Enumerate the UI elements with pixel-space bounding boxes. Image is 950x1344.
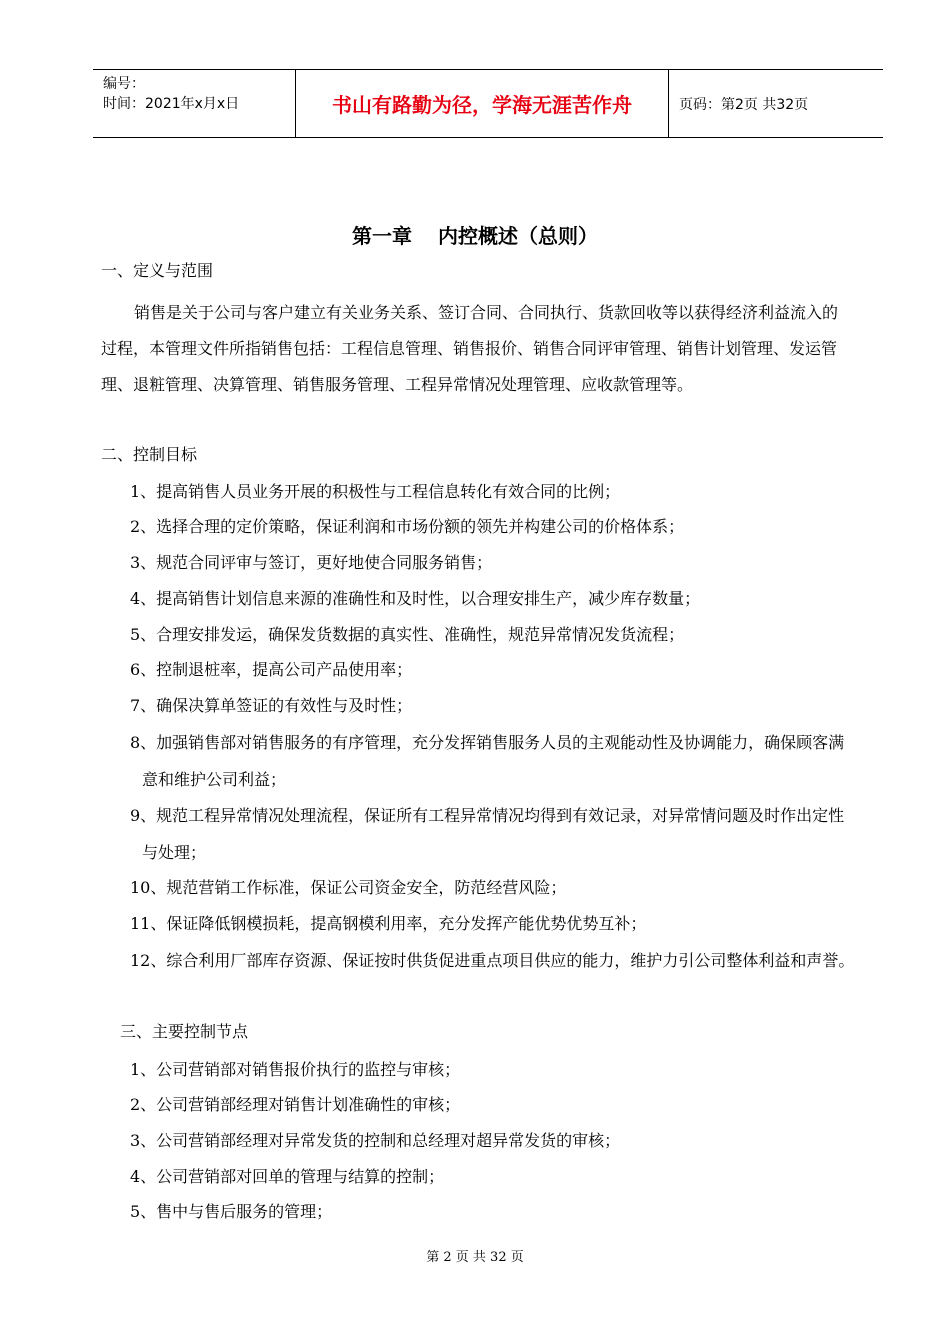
list-item: 1、公司营销部对销售报价执行的监控与审核； (130, 1060, 461, 1079)
list-item: 1、提高销售人员业务开展的积极性与工程信息转化有效合同的比例； (130, 482, 621, 501)
list-item: 10、规范营销工作标准，保证公司资金安全，防范经营风险； (130, 878, 567, 897)
definition-paragraph: 销售是关于公司与客户建立有关业务关系、签订合同、合同执行、货款回收等以获得经济利益流入的过程，本管理文件所指销售包括：工程信息管理、销售报价、销售合同评审管理、销售计划管理、发运管理、退粧管理、决算管理、销售服务管理、工程异常情况处理管理、应收款管理等。 (101, 303, 839, 394)
time-label: 时间：2021年x月x日 (103, 96, 240, 112)
list-item: 5、合理安排发运，确保发货数据的真实性、准确性，规范异常情况发货流程； (130, 625, 685, 644)
list-item: 4、提高销售计划信息来源的准确性和及时性，以合理安排生产，减少库存数量； (130, 589, 701, 608)
list-item: 5、售中与售后服务的管理； (130, 1202, 333, 1221)
list-item: 6、控制退桩率，提高公司产品使用率； (130, 660, 413, 679)
list-item: 7、确保决算单签证的有效性与及时性； (130, 696, 413, 715)
header-page-number: 页码：第2页 共32页 (679, 96, 809, 113)
list-item: 3、公司营销部经理对异常发货的控制和总经理对超异常发货的审核； (130, 1131, 621, 1150)
number-label: 编号： (103, 76, 145, 92)
list-item: 2、公司营销部经理对销售计划准确性的审核； (130, 1095, 461, 1114)
list-item: 2、选择合理的定价策略，保证利润和市场份额的领先并构建公司的价格体系； (130, 517, 685, 536)
list-item: 9、规范工程异常情况处理流程，保证所有工程异常情况均得到有效记录，对异常情问题及时作出定性与处理； (130, 806, 845, 862)
section-heading: 一、定义与范围 (101, 261, 214, 280)
section-heading: 三、主要控制节点 (120, 1022, 249, 1041)
chapter-title (0, 220, 950, 249)
header-motto: 书山有路勤为径，学海无涯苦作舟 (332, 93, 632, 117)
page-header (93, 69, 883, 138)
header-divider (668, 70, 669, 137)
chapter-number: 第一章 (352, 224, 412, 248)
header-meta (103, 74, 293, 114)
list-item: 11、保证降低钢模损耗，提高钢模利用率，充分发挥产能优势优势互补； (130, 914, 647, 933)
list-item: 3、规范合同评审与签订，更好地使合同服务销售； (130, 553, 493, 572)
list-item: 8、加强销售部对销售服务的有序管理，充分发挥销售服务人员的主观能动性及协调能力，确保顾客满意和维护公司利益； (130, 733, 845, 789)
list-item: 12、综合利用厂部库存资源、保证按时供货促进重点项目供应的能力，维护力引公司整体利益和声誉。 (130, 951, 855, 970)
page-footer: 第 2 页 共 32 页 (426, 1250, 524, 1265)
section-heading: 二、控制目标 (101, 445, 198, 464)
list-item: 4、公司营销部对回单的管理与结算的控制； (130, 1167, 445, 1186)
chapter-name: 内控概述（总则） (438, 224, 598, 248)
